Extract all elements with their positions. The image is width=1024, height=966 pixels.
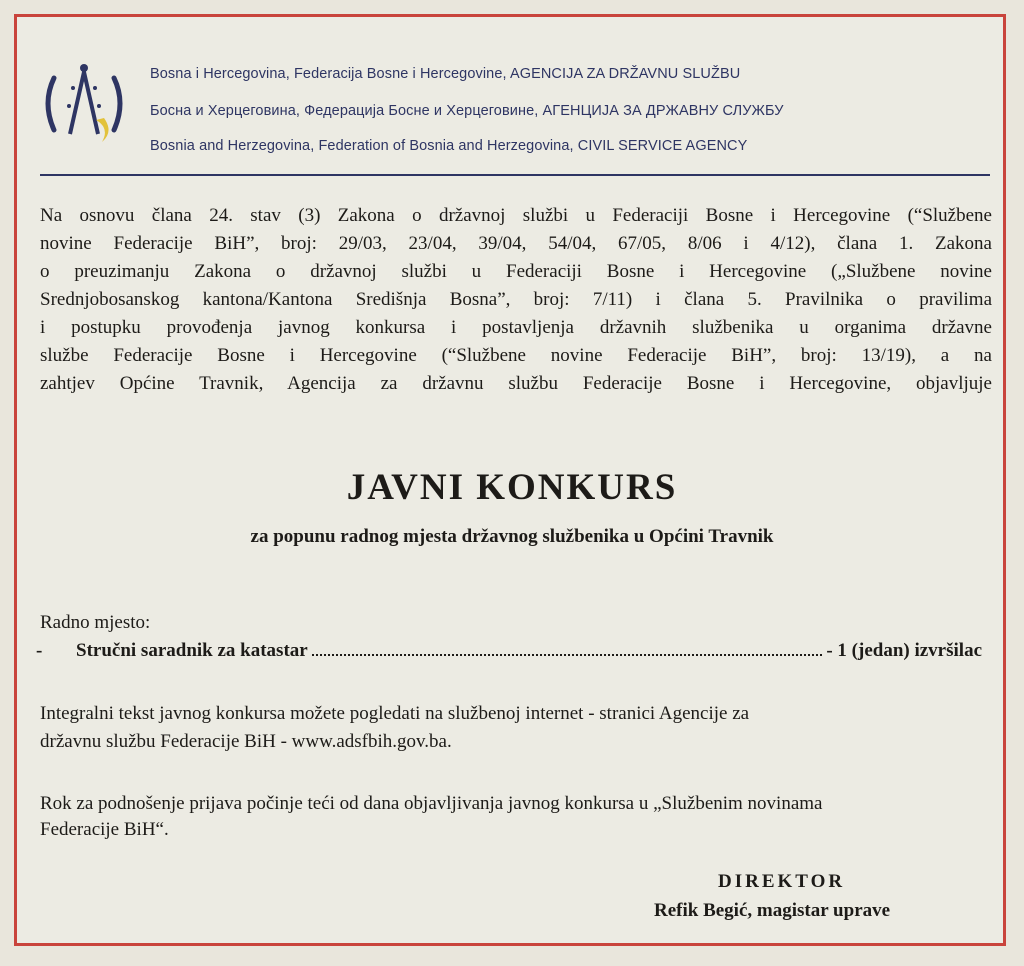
position-dash: - [36,640,43,661]
position-name: Stručni saradnik za katastar [76,640,308,661]
header-line-latin: Bosna i Hercegovina, Federacija Bosne i Hercegovine, AGENCIJA ZA DRŽAVNU SLUŽBU [150,66,741,82]
paragraph-line: Integralni tekst javnog konkursa možete pogledati na službenoj internet - stranici Agencije za [40,703,750,724]
dot-leader [312,654,823,656]
intro-line: o preuzimanju Zakona o državnoj službi u Federaciji Bosne i Hercegovine („Službene novine [40,261,992,282]
intro-line: i postupku provođenja javnog konkursa i postavljenja državnih službenika u organima državne [40,317,992,338]
notice-subtitle: za popunu radnog mjesta državnog službenika u Općini Travnik [250,526,774,547]
position-count: - 1 (jedan) izvršilac [826,640,982,661]
signature-role: DIREKTOR [718,871,846,892]
position-row [36,640,982,666]
paragraph-line: državnu službu Federacije BiH - www.adsfbih.gov.ba. [40,731,452,752]
signature-name: Refik Begić, magistar uprave [654,900,891,921]
intro-line: službe Federacije Bosne i Hercegovine (“Službene novine Federacije BiH”, broj: 13/19), a na [40,345,992,366]
position-label: Radno mjesto: [40,612,151,633]
paragraph-line: Rok za podnošenje prijava počinje teći od dana objavljivanja javnog konkursa u „Službenim novinama [40,793,823,814]
header-line-english: Bosnia and Herzegovina, Federation of Bosnia and Herzegovina, CIVIL SERVICE AGENCY [150,138,748,154]
notice-title: JAVNI KONKURS [346,467,678,508]
intro-line: Na osnovu člana 24. stav (3) Zakona o državnoj službi u Federaciji Bosne i Hercegovine (“Službene [40,205,992,226]
header-line-cyrillic: Босна и Херцеговина, Федерација Босне и Херцеговине, АГЕНЦИЈА ЗА ДРЖАВНУ СЛУЖБУ [150,103,784,119]
intro-line: novine Federacije BiH”, broj: 29/03, 23/04, 39/04, 54/04, 67/05, 8/06 i 4/12), člana 1. Zakona [40,233,992,254]
intro-line: zahtjev Općine Travnik, Agencija za državnu službu Federacije Bosne i Hercegovine, objavljuje [40,373,992,394]
intro-line: Srednjobosanskog kantona/Kantona Središnja Bosna”, broj: 7/11) i člana 5. Pravilnika o pravilima [40,289,992,310]
header-divider [40,174,990,176]
civil-service-agency-logo [40,58,128,148]
paragraph-line: Federacije BiH“. [40,819,169,840]
